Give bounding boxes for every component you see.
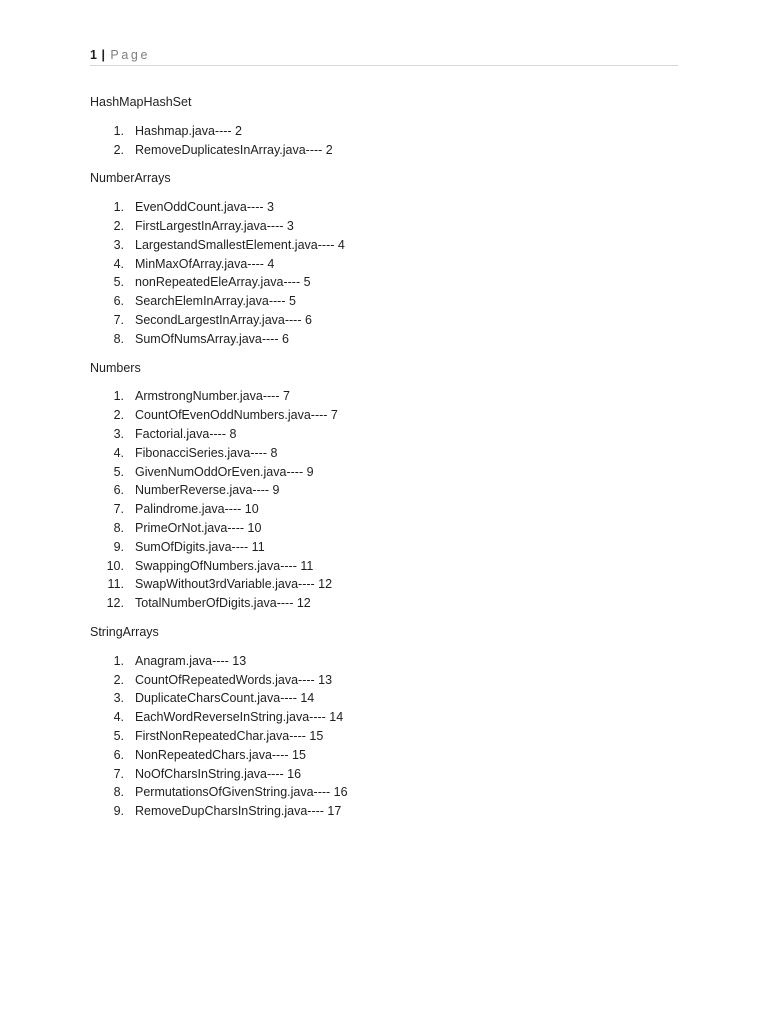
toc-entry xyxy=(90,463,678,482)
toc-entry-number: 2. xyxy=(113,408,124,423)
toc-entry-number: 4. xyxy=(113,710,124,725)
toc-entry xyxy=(90,406,678,425)
toc-entry-text: PrimeOrNot.java---- 10 xyxy=(135,520,262,535)
toc-entry-text: EvenOddCount.java---- 3 xyxy=(135,200,274,215)
toc-entry xyxy=(90,311,678,330)
toc-entry-number: 8. xyxy=(113,785,124,800)
toc-entry xyxy=(90,727,678,746)
toc-entry-text: CountOfRepeatedWords.java---- 13 xyxy=(135,672,333,687)
toc-entry-text: PermutationsOfGivenString.java---- 16 xyxy=(135,785,348,800)
toc-entry xyxy=(90,557,678,576)
section-list xyxy=(90,122,678,160)
toc-entry xyxy=(90,236,678,255)
toc-entry-text: EachWordReverseInString.java---- 14 xyxy=(135,710,344,725)
toc-entry-number: 9. xyxy=(113,804,124,819)
toc-entry xyxy=(90,481,678,500)
page-label: Page xyxy=(110,48,151,62)
toc-entry-number: 3. xyxy=(113,691,124,706)
toc-entry xyxy=(90,198,678,217)
section-list xyxy=(90,387,678,613)
toc-entry xyxy=(90,141,678,160)
toc-entry-text: NumberReverse.java---- 9 xyxy=(135,483,280,498)
toc-entry xyxy=(90,425,678,444)
toc-entry-text: DuplicateCharsCount.java---- 14 xyxy=(135,691,315,706)
toc-entry-text: NoOfCharsInString.java---- 16 xyxy=(135,766,302,781)
toc-entry xyxy=(90,292,678,311)
toc-entry-number: 10. xyxy=(106,558,124,573)
toc-entry-text: SumOfDigits.java---- 11 xyxy=(135,539,265,554)
toc-entry-text: CountOfEvenOddNumbers.java---- 7 xyxy=(135,408,338,423)
toc-entry xyxy=(90,765,678,784)
toc-entry-text: SwappingOfNumbers.java---- 11 xyxy=(135,558,314,573)
toc-entry xyxy=(90,217,678,236)
toc-entry xyxy=(90,273,678,292)
toc-entry-number: 1. xyxy=(113,389,124,404)
page-header xyxy=(90,47,678,66)
toc-entry xyxy=(90,689,678,708)
toc-entry-number: 4. xyxy=(113,445,124,460)
toc-entry-text: Palindrome.java---- 10 xyxy=(135,502,259,517)
toc-entry-number: 6. xyxy=(113,747,124,762)
toc-entry-number: 4. xyxy=(113,256,124,271)
toc-entry-number: 7. xyxy=(113,502,124,517)
toc-entry-number: 5. xyxy=(113,275,124,290)
toc-entry xyxy=(90,255,678,274)
toc-entry-text: SecondLargestInArray.java---- 6 xyxy=(135,312,312,327)
section-title: NumberArrays xyxy=(90,171,171,186)
toc-entry xyxy=(90,387,678,406)
toc-entry xyxy=(90,444,678,463)
toc-entry-number: 8. xyxy=(113,331,124,346)
toc-entry-text: TotalNumberOfDigits.java---- 12 xyxy=(135,596,311,611)
toc-entry xyxy=(90,652,678,671)
toc-entry xyxy=(90,122,678,141)
toc-entry xyxy=(90,330,678,349)
toc-entry-text: ArmstrongNumber.java---- 7 xyxy=(135,389,290,404)
section-list xyxy=(90,652,678,821)
toc-entry-text: SumOfNumsArray.java---- 6 xyxy=(135,331,289,346)
toc-entry-number: 8. xyxy=(113,520,124,535)
section-list xyxy=(90,198,678,348)
toc-entry-text: GivenNumOddOrEven.java---- 9 xyxy=(135,464,314,479)
toc-entry xyxy=(90,519,678,538)
toc-entry-number: 2. xyxy=(113,672,124,687)
section-title: HashMapHashSet xyxy=(90,95,192,109)
toc-entry-text: Anagram.java---- 13 xyxy=(135,653,247,668)
toc-entry xyxy=(90,575,678,594)
toc-entry xyxy=(90,802,678,821)
section-title: StringArrays xyxy=(90,624,159,639)
toc-entry-number: 1. xyxy=(113,200,124,215)
toc-entry-text: FibonacciSeries.java---- 8 xyxy=(135,445,278,460)
toc-entry xyxy=(90,708,678,727)
header-separator: | xyxy=(101,48,105,62)
toc-entry xyxy=(90,671,678,690)
toc-entry-number: 5. xyxy=(113,464,124,479)
toc-entry-number: 6. xyxy=(113,294,124,309)
toc-entry-text: Hashmap.java---- 2 xyxy=(135,123,242,138)
toc-entry-text: LargestandSmallestElement.java---- 4 xyxy=(135,237,345,252)
toc-entry-number: 3. xyxy=(113,237,124,252)
toc-entry-text: SearchElemInArray.java---- 5 xyxy=(135,294,296,309)
toc-entry xyxy=(90,746,678,765)
toc-entry-number: 3. xyxy=(113,426,124,441)
toc-entry-text: RemoveDupCharsInString.java---- 17 xyxy=(135,804,342,819)
toc-entry-text: SwapWithout3rdVariable.java---- 12 xyxy=(135,577,333,592)
toc-entry-number: 6. xyxy=(113,483,124,498)
toc-entry-text: Factorial.java---- 8 xyxy=(135,426,237,441)
page-number: 1 xyxy=(90,48,97,62)
toc-entry-number: 12. xyxy=(106,596,124,611)
toc-entry-number: 9. xyxy=(113,539,124,554)
toc-entry xyxy=(90,538,678,557)
table-of-contents xyxy=(90,93,678,831)
section-title: Numbers xyxy=(90,360,141,375)
toc-entry-number: 2. xyxy=(113,218,124,233)
toc-entry xyxy=(90,500,678,519)
toc-entry-text: FirstLargestInArray.java---- 3 xyxy=(135,218,294,233)
toc-entry-text: RemoveDuplicatesInArray.java---- 2 xyxy=(135,142,333,157)
toc-entry-number: 11. xyxy=(107,577,124,592)
toc-entry-text: FirstNonRepeatedChar.java---- 15 xyxy=(135,728,324,743)
toc-entry-text: NonRepeatedChars.java---- 15 xyxy=(135,747,306,762)
toc-entry-number: 5. xyxy=(113,728,124,743)
toc-entry-number: 2. xyxy=(113,142,124,157)
toc-entry-number: 7. xyxy=(113,312,124,327)
toc-entry xyxy=(90,783,678,802)
toc-entry-number: 7. xyxy=(113,766,124,781)
toc-entry-text: nonRepeatedEleArray.java---- 5 xyxy=(135,275,311,290)
toc-entry-text: MinMaxOfArray.java---- 4 xyxy=(135,256,275,271)
toc-entry xyxy=(90,594,678,613)
toc-entry-number: 1. xyxy=(113,123,124,138)
toc-entry-number: 1. xyxy=(113,653,124,668)
